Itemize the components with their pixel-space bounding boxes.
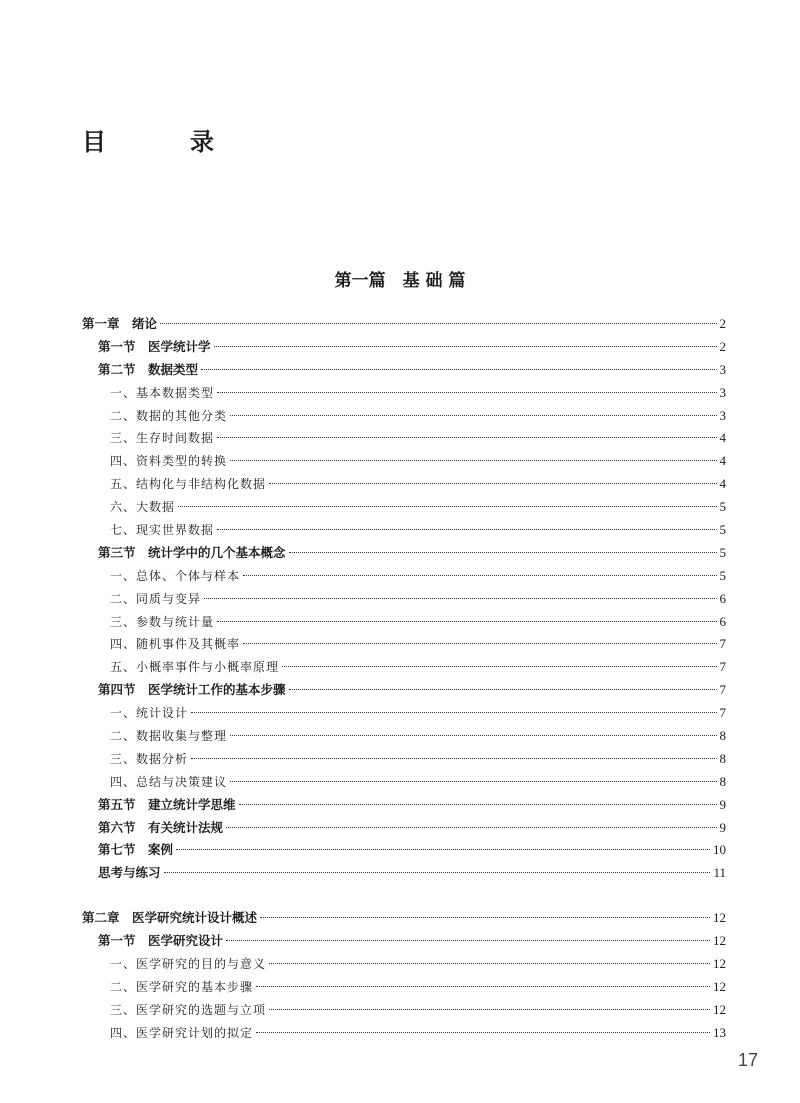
toc-entry-title: 第七节 案例 xyxy=(98,842,174,858)
toc-entry-page: 5 xyxy=(719,567,726,583)
toc-entry-title: 一、统计设计 xyxy=(110,706,189,721)
toc-entry-title: 五、小概率事件与小概率原理 xyxy=(110,660,280,675)
toc-entry-title: 第二章 医学研究统计设计概述 xyxy=(82,910,258,926)
toc-entry-page: 13 xyxy=(713,1024,726,1040)
toc-subsection-entry[interactable] xyxy=(82,473,726,496)
dot-leader xyxy=(176,849,710,850)
dot-leader xyxy=(191,712,716,713)
toc-entry-page: 8 xyxy=(719,728,726,744)
toc-subsection-entry[interactable] xyxy=(82,725,726,748)
toc-entry-title: 二、数据收集与整理 xyxy=(110,729,228,744)
toc-exercise-entry[interactable] xyxy=(82,862,726,885)
dot-leader xyxy=(239,804,717,805)
part-title: 第一篇 基 础 篇 xyxy=(334,271,466,291)
dot-leader xyxy=(191,758,716,759)
dot-leader xyxy=(269,1009,710,1010)
toc-entry-page: 9 xyxy=(719,819,726,835)
dot-leader xyxy=(178,506,716,507)
dot-leader xyxy=(204,598,716,599)
toc-subsection-entry[interactable] xyxy=(82,450,726,473)
dot-leader xyxy=(289,552,717,553)
dot-leader xyxy=(243,575,716,576)
toc-section-entry[interactable] xyxy=(82,336,726,359)
toc-entry-title: 五、结构化与非结构化数据 xyxy=(110,477,267,492)
toc-subsection-entry[interactable] xyxy=(82,953,726,976)
toc-entry-page: 8 xyxy=(719,750,726,766)
toc-entry-title: 第三节 统计学中的几个基本概念 xyxy=(98,544,286,560)
dot-leader xyxy=(230,735,716,736)
dot-leader xyxy=(217,529,716,530)
toc-entry-title: 一、基本数据类型 xyxy=(110,385,215,400)
toc-section-entry[interactable] xyxy=(82,839,726,862)
dot-leader xyxy=(226,827,716,828)
dot-leader xyxy=(256,1032,710,1033)
toc-entry-title: 四、资料类型的转换 xyxy=(110,454,228,469)
toc-entry-title: 一、总体、个体与样本 xyxy=(110,568,241,583)
toc-entry-page: 10 xyxy=(713,842,726,858)
toc-entry-page: 4 xyxy=(719,453,726,469)
toc-entry-page: 9 xyxy=(719,796,726,812)
dot-leader xyxy=(214,346,717,347)
toc-entry-page: 12 xyxy=(713,978,726,994)
toc-subsection-entry[interactable] xyxy=(82,496,726,519)
toc-entry-page: 12 xyxy=(713,910,726,926)
toc-section-entry[interactable] xyxy=(82,930,726,953)
dot-leader xyxy=(256,986,710,987)
toc-chapter-entry[interactable] xyxy=(82,907,726,930)
dot-leader xyxy=(289,689,717,690)
dot-leader xyxy=(230,415,716,416)
toc-entry-title: 七、现实世界数据 xyxy=(110,523,215,538)
toc-subsection-entry[interactable] xyxy=(82,656,726,679)
toc-chapter-entry[interactable] xyxy=(82,313,726,336)
toc-entry-page: 6 xyxy=(719,613,726,629)
toc-entry-title: 第一章 绪论 xyxy=(82,316,158,331)
toc-subsection-entry[interactable] xyxy=(82,382,726,405)
dot-leader xyxy=(201,369,716,370)
dot-leader xyxy=(217,437,716,438)
toc-section-entry[interactable] xyxy=(82,817,726,840)
toc-entry-page: 2 xyxy=(719,338,726,354)
toc-entry-title: 第六节 有关统计法规 xyxy=(98,819,224,835)
dot-leader xyxy=(160,323,716,324)
toc-entry-title: 第五节 建立统计学思维 xyxy=(98,796,236,812)
toc-entry-page: 5 xyxy=(719,499,726,515)
dot-leader xyxy=(226,940,710,941)
toc-section-entry[interactable] xyxy=(82,359,726,382)
toc-subsection-entry[interactable] xyxy=(82,999,726,1022)
toc-entry-page: 7 xyxy=(719,636,726,652)
toc-entry-page: 4 xyxy=(719,430,726,446)
toc-entry-title: 第一节 医学统计学 xyxy=(98,338,211,354)
toc-section-entry[interactable] xyxy=(82,794,726,817)
toc-section-entry[interactable] xyxy=(82,679,726,702)
dot-leader xyxy=(217,621,716,622)
toc-entry-page: 7 xyxy=(719,682,726,698)
toc-entry-title: 一、医学研究的目的与意义 xyxy=(110,957,267,972)
toc-entry-title: 四、医学研究计划的拟定 xyxy=(110,1025,254,1040)
dot-leader xyxy=(260,917,710,918)
dot-leader xyxy=(230,460,716,461)
toc-entry-page: 4 xyxy=(719,476,726,492)
table-of-contents xyxy=(82,313,726,1045)
toc-entry-page: 3 xyxy=(719,361,726,377)
toc-entry-page: 5 xyxy=(719,544,726,560)
toc-subsection-entry[interactable] xyxy=(82,427,726,450)
toc-entry-title: 四、总结与决策建议 xyxy=(110,774,228,789)
dot-leader xyxy=(164,872,711,873)
toc-entry-title: 三、生存时间数据 xyxy=(110,431,215,446)
toc-section-entry[interactable] xyxy=(82,542,726,565)
toc-entry-title: 第一节 医学研究设计 xyxy=(98,933,224,949)
dot-leader xyxy=(230,781,716,782)
toc-entry-page: 7 xyxy=(719,705,726,721)
page-number: 17 xyxy=(737,1050,758,1070)
toc-subsection-entry[interactable] xyxy=(82,588,726,611)
toc-entry-title: 三、参数与统计量 xyxy=(110,614,215,629)
toc-subsection-entry[interactable] xyxy=(82,519,726,542)
toc-entry-page: 3 xyxy=(719,407,726,423)
page-title: 目 录 xyxy=(82,128,244,156)
toc-entry-title: 二、医学研究的基本步骤 xyxy=(110,979,254,994)
dot-leader xyxy=(243,643,716,644)
toc-entry-page: 3 xyxy=(719,384,726,400)
toc-subsection-entry[interactable] xyxy=(82,611,726,634)
toc-entry-title: 三、医学研究的选题与立项 xyxy=(110,1002,267,1017)
toc-entry-title: 第二节 数据类型 xyxy=(98,361,199,377)
toc-entry-title: 六、大数据 xyxy=(110,500,176,515)
toc-entry-title: 二、数据的其他分类 xyxy=(110,408,228,423)
toc-subsection-entry[interactable] xyxy=(82,565,726,588)
toc-entry-title: 第四节 医学统计工作的基本步骤 xyxy=(98,682,286,698)
toc-entry-page: 5 xyxy=(719,522,726,538)
toc-subsection-entry[interactable] xyxy=(82,748,726,771)
toc-entry-page: 2 xyxy=(719,316,726,331)
toc-entry-page: 12 xyxy=(713,1001,726,1017)
toc-entry-page: 12 xyxy=(713,933,726,949)
toc-entry-title: 二、同质与变异 xyxy=(110,591,202,606)
toc-subsection-entry[interactable] xyxy=(82,976,726,999)
toc-entry-page: 11 xyxy=(713,865,726,881)
toc-entry-page: 7 xyxy=(719,659,726,675)
toc-entry-page: 6 xyxy=(719,590,726,606)
toc-subsection-entry[interactable] xyxy=(82,633,726,656)
dot-leader xyxy=(217,392,716,393)
dot-leader xyxy=(269,963,710,964)
toc-entry-title: 思考与练习 xyxy=(98,865,161,881)
toc-subsection-entry[interactable] xyxy=(82,771,726,794)
toc-subsection-entry[interactable] xyxy=(82,702,726,725)
dot-leader xyxy=(282,666,716,667)
toc-entry-page: 12 xyxy=(713,956,726,972)
toc-entry-title: 三、数据分析 xyxy=(110,751,189,766)
toc-subsection-entry[interactable] xyxy=(82,1022,726,1045)
toc-entry-page: 8 xyxy=(719,773,726,789)
dot-leader xyxy=(269,483,716,484)
toc-subsection-entry[interactable] xyxy=(82,405,726,428)
toc-entry-title: 四、随机事件及其概率 xyxy=(110,637,241,652)
